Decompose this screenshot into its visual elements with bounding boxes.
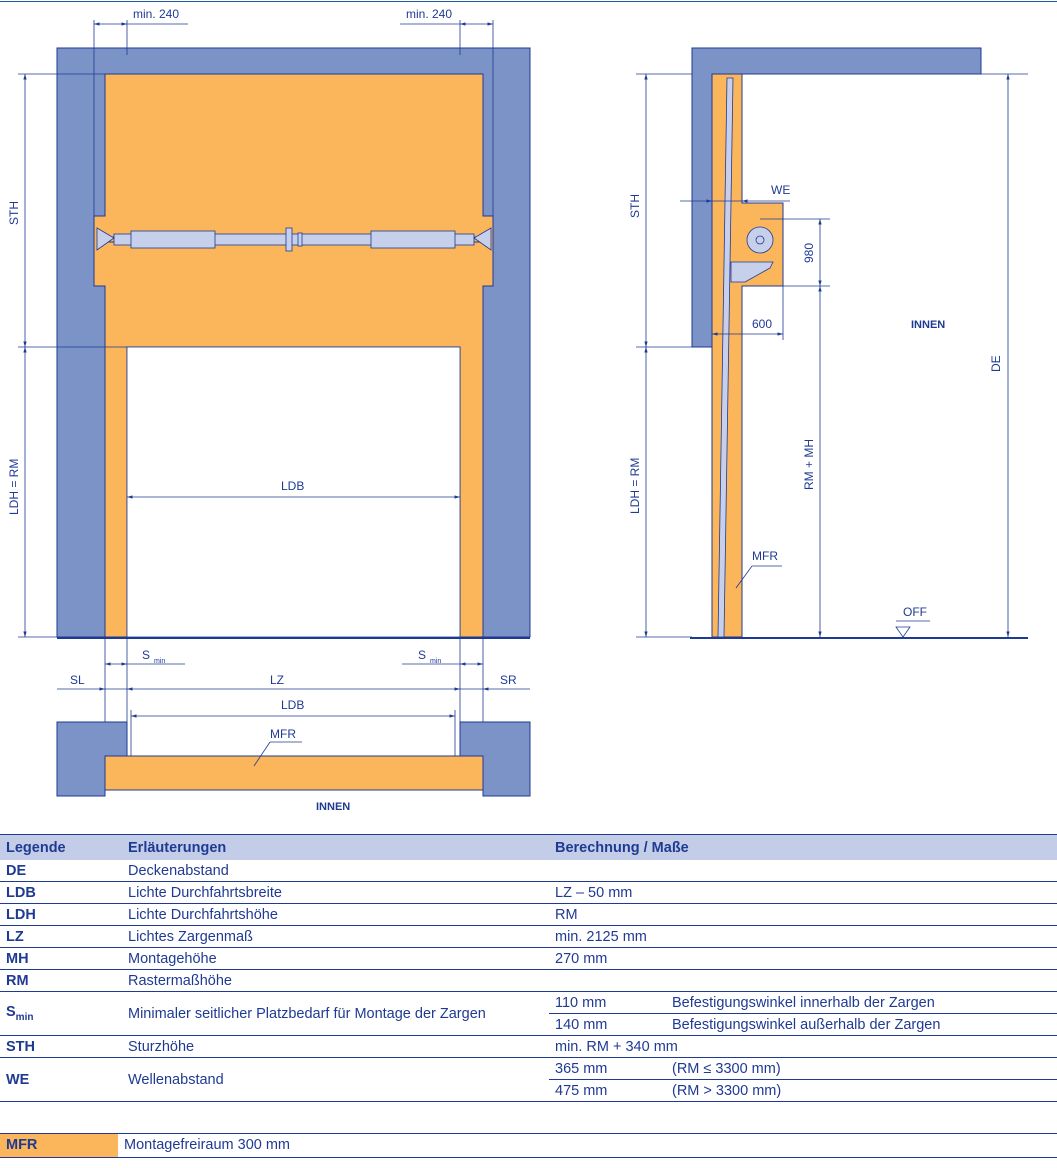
legend-calc bbox=[549, 860, 1057, 882]
legend-expl: Deckenabstand bbox=[122, 860, 549, 882]
legend-calc bbox=[549, 970, 1057, 992]
s-min-left-label: S $_{min}$ bbox=[142, 648, 166, 665]
side-de-label: DE bbox=[989, 355, 1003, 372]
legend-expl: Minimaler seitlicher Platzbedarf für Montage der Zargen bbox=[122, 992, 549, 1036]
s-min-right-label: S $_{min}$ bbox=[418, 648, 442, 665]
legend-value: 110 mm bbox=[549, 992, 666, 1014]
legend-code: LDH bbox=[0, 904, 122, 926]
legend-value: 140 mm bbox=[549, 1014, 666, 1036]
legend-header-row bbox=[0, 835, 1057, 861]
legend-code: DE bbox=[0, 860, 122, 882]
legend-row-de bbox=[0, 860, 1057, 882]
legend-header-expl: Erläuterungen bbox=[122, 835, 549, 861]
legend-header-calc: Berechnung / Maße bbox=[549, 835, 1057, 861]
side-980-label: 980 bbox=[802, 242, 816, 263]
legend-code: RM bbox=[0, 970, 122, 992]
mfr-text: Montagefreiraum 300 mm bbox=[124, 1137, 291, 1153]
legend-calc: min. 2125 mm bbox=[549, 926, 1057, 948]
legend-row-ldh bbox=[0, 904, 1057, 926]
legend-code: STH bbox=[0, 1036, 122, 1058]
side-rm-mh-label: RM + MH bbox=[802, 439, 816, 490]
legend-expl: Montagehöhe bbox=[122, 948, 549, 970]
side-shaft-outer bbox=[747, 227, 773, 253]
sl-label: SL bbox=[70, 673, 85, 687]
side-view bbox=[628, 48, 1028, 638]
front-sth-label: STH bbox=[7, 201, 21, 225]
legend-row-smin bbox=[0, 992, 1057, 1014]
legend-row-lz bbox=[0, 926, 1057, 948]
plan-mfr-label: MFR bbox=[270, 727, 296, 741]
legend-calc: 270 mm bbox=[549, 948, 1057, 970]
legend-table bbox=[0, 834, 1057, 1102]
legend-note: Befestigungswinkel innerhalb der Zargen bbox=[666, 992, 1057, 1014]
legend-expl: Lichte Durchfahrtsbreite bbox=[122, 882, 549, 904]
legend-row-rm bbox=[0, 970, 1057, 992]
legend-calc: LZ – 50 mm bbox=[549, 882, 1057, 904]
legend-expl: Sturzhöhe bbox=[122, 1036, 549, 1058]
legend-expl: Rastermaßhöhe bbox=[122, 970, 549, 992]
plan-mfr-area bbox=[105, 756, 483, 790]
legend-expl: Wellenabstand bbox=[122, 1058, 549, 1102]
front-ldh-label: LDH = RM bbox=[7, 458, 21, 515]
legend-code: MH bbox=[0, 948, 122, 970]
legend-code: LZ bbox=[0, 926, 122, 948]
side-off-label: OFF bbox=[903, 605, 927, 619]
front-min-left-label: min. 240 bbox=[133, 7, 180, 21]
plan-ldb-label: LDB bbox=[281, 698, 305, 712]
legend-calc: min. RM + 340 mm bbox=[549, 1036, 1057, 1058]
legend-row-we bbox=[0, 1058, 1057, 1080]
legend-expl: Lichte Durchfahrtshöhe bbox=[122, 904, 549, 926]
legend-row-mh bbox=[0, 948, 1057, 970]
side-sth-label: STH bbox=[628, 194, 642, 218]
legend-expl: Lichtes Zargenmaß bbox=[122, 926, 549, 948]
front-ldb-label: LDB bbox=[281, 479, 305, 493]
mfr-legend bbox=[0, 1133, 1057, 1158]
legend-note: Befestigungswinkel außerhalb der Zargen bbox=[666, 1014, 1057, 1036]
legend-calc: RM bbox=[549, 904, 1057, 926]
mfr-code: MFR bbox=[0, 1134, 118, 1157]
front-view bbox=[7, 7, 530, 756]
legend-code-smin: $S_{min}$ bbox=[0, 992, 122, 1036]
side-innen-label: INNEN bbox=[911, 319, 946, 331]
legend-note: (RM ≤ 3300 mm) bbox=[666, 1058, 1057, 1080]
legend-header-code: Legende bbox=[0, 835, 122, 861]
plan-innen-label: INNEN bbox=[316, 801, 351, 813]
side-mfr-label: MFR bbox=[752, 549, 778, 563]
legend-note: (RM > 3300 mm) bbox=[666, 1080, 1057, 1102]
lz-label: LZ bbox=[270, 673, 285, 687]
sr-label: SR bbox=[500, 673, 517, 687]
legend-row-ldb bbox=[0, 882, 1057, 904]
front-min-right-label: min. 240 bbox=[406, 7, 453, 21]
side-we-label: WE bbox=[771, 183, 791, 197]
legend-value: 365 mm bbox=[549, 1058, 666, 1080]
side-600-label: 600 bbox=[752, 317, 773, 331]
legend-code: WE bbox=[0, 1058, 122, 1102]
legend-row-sth bbox=[0, 1036, 1057, 1058]
plan-view bbox=[57, 698, 530, 813]
side-ldh-label: LDH = RM bbox=[628, 457, 642, 514]
legend-value: 475 mm bbox=[549, 1080, 666, 1102]
legend-code: LDB bbox=[0, 882, 122, 904]
